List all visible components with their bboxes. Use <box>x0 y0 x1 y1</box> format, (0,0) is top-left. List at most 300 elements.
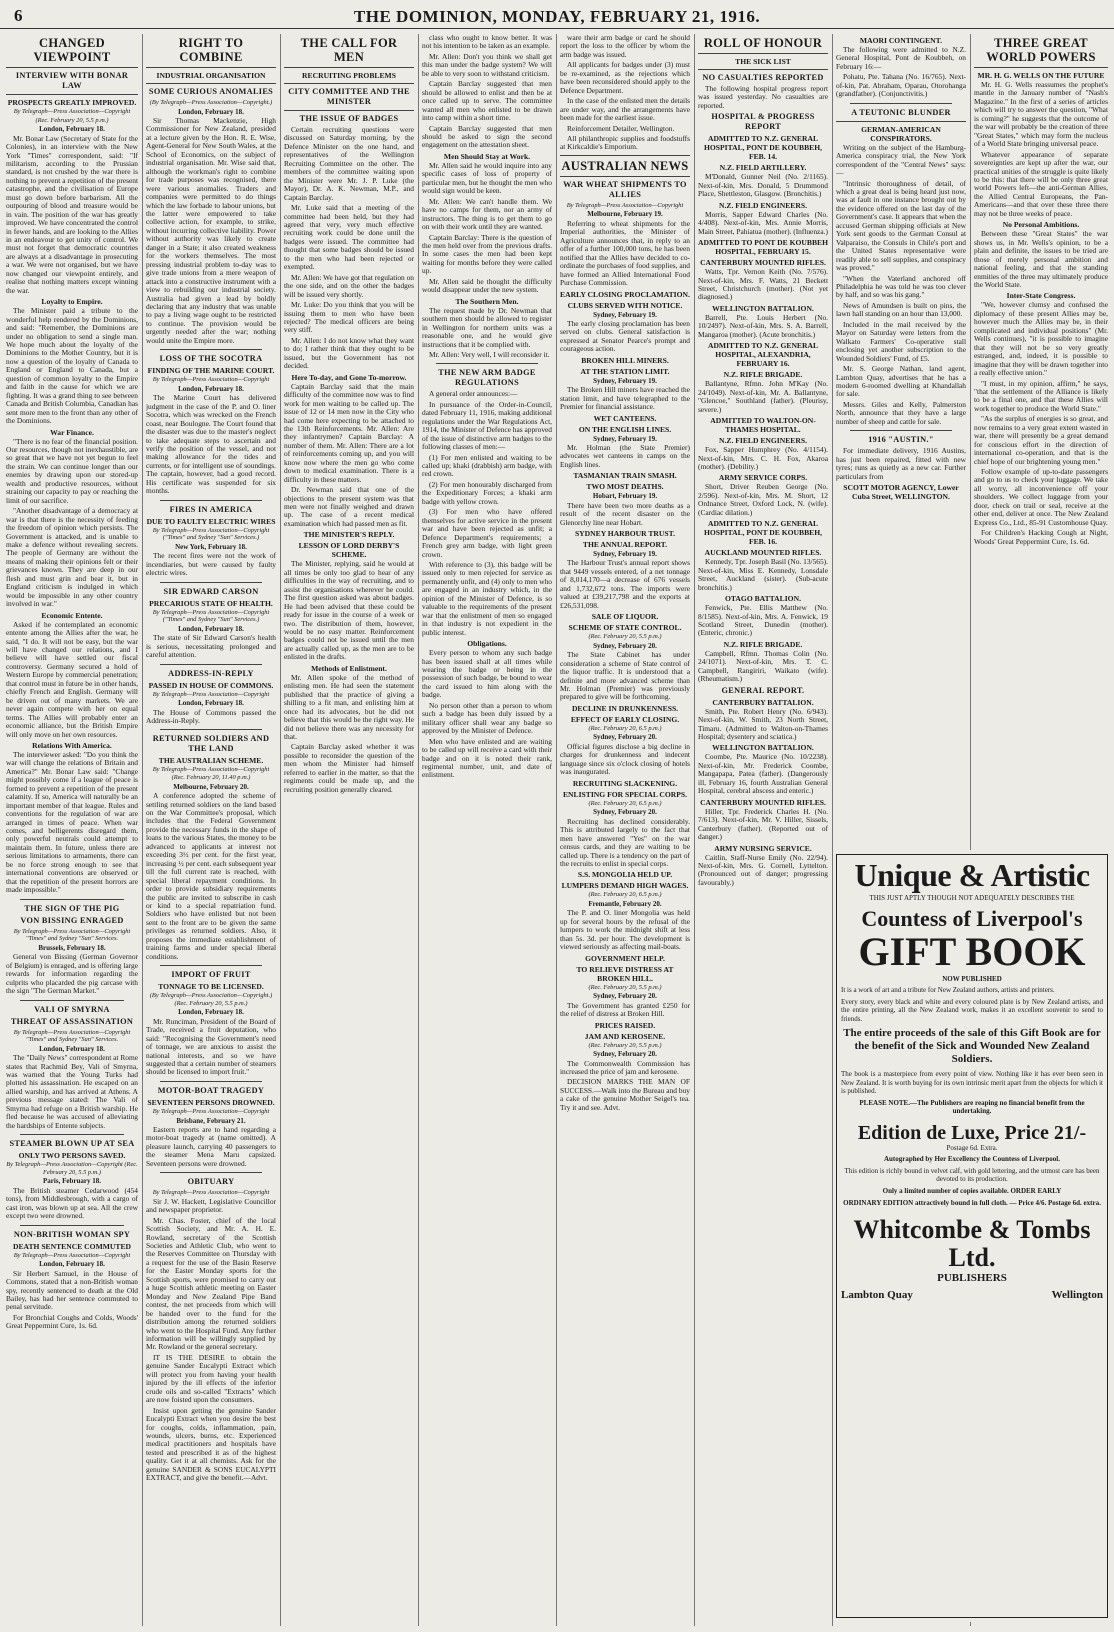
divider <box>836 121 966 122</box>
article-paragraph: Mr. Allen: Don't you think we shall get this man under the badge system? We will be able to very soon to withstand criticism. <box>422 51 552 78</box>
column-rule <box>694 34 695 1626</box>
subheadline: DEATH SENTENCE COMMUTED <box>13 1241 131 1251</box>
divider <box>160 729 262 730</box>
credit-line: By Telegraph—Press Association—Copyright <box>152 376 270 384</box>
article-paragraph: In the case of the enlisted men the details are under way, and the arrangements have been made for the earliest issue. <box>560 96 690 123</box>
article-paragraph: Captain Barclay suggested that men should be asked to sign the second engagement on the attestation sheet. <box>422 123 552 150</box>
section-head: Here To-day, and Gone To-morrow. <box>291 372 407 382</box>
column-2 <box>146 34 276 1626</box>
divider <box>850 430 952 431</box>
ad-emphasis: The entire proceeds of the sale of this Gift Book are for the benefit of the Sick and Wounded New Zealand Soldiers. <box>843 1027 1101 1065</box>
credit-line: By Telegraph—Press Association—Copyright (Rec. February 20, 5.5 p.m.) <box>6 1161 138 1176</box>
section-head: Economic Entente. <box>41 610 103 620</box>
article-paragraph: (2) For men honourably discharged from the Expeditionary Forces; a khaki arm badge with yellow crown. <box>422 479 552 506</box>
ad-text: This edition is richly bound in velvet calf, with gold lettering, and the utmost care has been devoted to its production. <box>844 1166 1100 1183</box>
casualty-entry: Coombe, Pte. Maurice (No. 10/2238). Next-of-kin, Mr. Frederick Coombe, Mangapapa, Patea (father). (Dangerously ill, February 16, fourth Australian General Hospital, cerebral abscess and enteric.) <box>698 752 828 796</box>
dateline: Sydney, February 20. <box>593 641 657 650</box>
headline: ROLL OF HONOUR <box>703 36 823 50</box>
unit-head: WELLINGTON BATTALION. <box>712 743 814 753</box>
article-paragraph: Captain Barclay asked whether it was possible to reconsider the question of the men whom the Minister had himself referred to earlier in the matter, so that the regiments could be made up, and the recruiting position generally cleared. <box>284 742 414 794</box>
unit-head: OTAGO BATTALION. <box>725 594 801 604</box>
subheadline: THE ISSUE OF BADGES <box>299 114 399 123</box>
dateline: Sydney, February 20. <box>593 1050 657 1059</box>
casualty-entry: Pohatu, Pte. Tahana (No. 16/765). Next-of-kin, Pat. Abraham, Oparau, Otorohanga (grandfather). (Conjunctivitis.) <box>836 72 966 99</box>
casualty-entry: Campbell, Rfmn. Thomas Colin (No. 24/1071). Next-of-kin, Mrs. T. C. Campbell, Rangiriri, Waikato (wife). (Rheumatism.) <box>698 648 828 684</box>
headline: THE SIGN OF THE PIG <box>24 903 120 913</box>
section-head: JAM AND KEROSENE. <box>584 1031 666 1041</box>
casualty-entry: Hiller, Tpr. Frederick Charles H. (No. 7/613). Next-of-kin, Mr. V. Hiller, Sissels, Canterbury (father). (Reported out of danger.) <box>698 806 828 842</box>
column-6 <box>698 34 828 1626</box>
section-head: CLUBS SERVED WITH NOTICE. <box>567 300 683 310</box>
advertisement-line: DECISION MARKS THE MAN OF SUCCESS.—Walk into the Bureau and buy a cake of the genuine Mother Seigel's tea. Try it and see. Advt. <box>560 1077 690 1112</box>
received-line: (Rec. February 20, 6.5 p.m.) <box>588 724 662 732</box>
ad-text: PUBLISHERS <box>937 1271 1007 1284</box>
article-paragraph: Asked if he contemplated an economic entente among the Allies after the war, he said, "I do. It will not be easy, but the war will have changed our relations, and I believe will have settled our fiscal controversy. Germany secured a hold of Western Europe by commercial penetration; that control must in future be in other hands, chiefly French and English. Germany will be driven out of many markets. We are never again compete with her on equal terms. The Allies will probably enter an economic alliance, but the British Empire will only move on her own resources. <box>6 619 138 739</box>
section-head: AT THE STATION LIMIT. <box>580 366 670 376</box>
ad-address-street: Lambton Quay <box>841 1288 913 1301</box>
article-paragraph: General von Bissing (German Governor of Belgium) is enraged, and is offering large rewards for information regarding the culprits who placarded the pig carcase with the sign "The German Market." <box>6 952 138 996</box>
received-line: (Rec. February 20, 6.5 p.m.) <box>588 891 662 899</box>
article-paragraph: Every person to whom any such badge has been issued shall at all times while wearing the badge or being in the possession of such badge, be bound to wear the card issued to him along with the badge. <box>422 648 552 700</box>
article-paragraph: Mr. Allen: I do not know what they want to do; I rather think that they ought to be issued, but the Government has not decided. <box>284 335 414 371</box>
article-paragraph: The following were admitted to N.Z. General Hospital, Pont de Koubbeh, on February 16:— <box>836 45 966 71</box>
divider <box>560 155 690 156</box>
ad-text: The book is a masterpiece from every point of view. Nothing like it has ever been seen in New Zealand. It is worth buying for its own intrinsic merit apart from the objects for which it is published. <box>841 1070 1103 1095</box>
article-paragraph: Eastern reports are to hand regarding a motor-boat tragedy at (name omitted). A pleasure launch, carrying 40 passengers to the steamer Mena Maru capsized. Seventeen persons were drowned. <box>146 1124 276 1168</box>
column-rule <box>556 34 557 1626</box>
dateline: Sydney, February 20. <box>593 992 657 1001</box>
section-head: SYDNEY HARBOUR TRUST. <box>574 529 676 539</box>
article-paragraph: Referring to wheat shipments for the Imperial authorities, the Minister of Agriculture announces that, in reply to an offer of a further 100,000 tons, he has been notified that the Allies have decided to co-ordinate the purchases of food supplies, and have formed an Allied International Food Purchase Commission. <box>560 218 690 288</box>
article-paragraph: The request made by Dr. Newman that southern men should be allowed to register in Wellington for northern units was a reasonable one, and he would give instructions that it be complied with. <box>422 305 552 349</box>
headline: AUSTRALIAN NEWS <box>561 158 689 173</box>
article-paragraph: Recruiting has declined considerably. This is attributed largely to the fact that men have answered "Yes" on the war census cards, and they are waiting to be called up. There is a tendency on the part of the recruits to enlist in special corps. <box>560 816 690 868</box>
casualty-entry: Smith, Pte. Robert Henry (No. 6/943). Next-of-kin, W. Smith, 23 North Street, Timaru. (Admitted to Walton-on-Thames Hospital; dysentery and sciatica.) <box>698 706 828 742</box>
advertisement-line: For Children's Hacking Cough at Night, Woods' Great Peppermint Cure, 1s. 6d. <box>974 528 1108 546</box>
section-head: TASMANIAN TRAIN SMASH. <box>573 471 677 481</box>
unit-head: AUCKLAND MOUNTED RIFLES. <box>704 548 822 558</box>
article-paragraph: Messrs. Giles and Kelly, Palmerston North, announce that they have a large number of sheep and cattle for sale. <box>836 399 966 426</box>
article-paragraph: The State Cabinet has under consideration a scheme of State control of the liquor traffic. It is understood that a definite and more advanced scheme than Mr. Holman (Premier) was previously prepared to give will be forthcoming. <box>560 650 690 702</box>
section-head: Obligations. <box>467 639 507 649</box>
subheadline: THE AUSTRALIAN SCHEME. <box>158 756 264 766</box>
section-head: RECRUITING SLACKENING. <box>572 778 678 788</box>
section-head: ADMITTED TO N.Z. GENERAL HOSPITAL, PONT DE KOUBBEH, FEB. 16. <box>703 519 823 547</box>
subheadline: NO CASUALTIES REPORTED <box>702 73 824 82</box>
divider <box>160 349 262 350</box>
ad-title: Countess of Liverpool's <box>861 905 1083 931</box>
article-paragraph: The Marine Court has delivered judgment in the case of the P. and O. liner Socotra, which was wrecked on the French coast, near Boulogne. The Court found that the disaster was due to the master's neglect to take adequate steps to ascertain and verify the position of the vessel, and not making allowance for the tides and currents, or for intelligent use of soundings. The captain, however, had a good record. His certificate was suspended for six months. <box>146 393 276 496</box>
casualty-entry: Short, Driver Reuben George (No. 2/596). Next-of-kin, Mrs. M. Short, 12 Ordnance Street, Oxford Lock, N. (wife). (Cardiac dilation.) <box>698 482 828 517</box>
headline: 1916 "AUSTIN." <box>868 435 934 445</box>
dateline: Brussels, February 18. <box>38 943 106 952</box>
article-paragraph: The early closing proclamation has been served on clubs. General satisfaction is expressed at Senator Pearce's prompt and courageous action. <box>560 318 690 354</box>
unit-head: N.Z. FIELD ARTILLERY. <box>719 163 807 173</box>
column-8 <box>974 34 1108 844</box>
ad-text: Only a limited number of copies available. ORDER EARLY <box>882 1186 1062 1195</box>
article-paragraph: Mr. Runciman, President of the Board of Trade, received a fruit deputation, who said: "Recognising the Government's need of tonnage, we are anxious to assist the national interests, and so we have suggested that a certain number of steamers should be licensed to import fruit." <box>146 1016 276 1077</box>
ad-text: NOW PUBLISHED <box>942 974 1002 983</box>
dateline: New York, February 18. <box>175 542 247 551</box>
section-head: No Personal Ambitions. <box>1002 220 1080 230</box>
headline: THE CALL FOR MEN <box>300 36 398 64</box>
dateline: Brisbane, February 21. <box>176 1116 246 1125</box>
article-paragraph: No person other than a person to whom such a badge has been duly issued by a military officer shall wear any badge so approved by the Minister of Defence. <box>422 700 552 736</box>
dateline: Sydney, February 20. <box>593 808 657 817</box>
advertisement-line: For Bronchial Coughs and Colds, Woods' Great Peppermint Cure, 1s. 6d. <box>6 1312 138 1331</box>
subheadline: THE SICK LIST <box>735 57 791 66</box>
received-line: (Rec. February 20, 6.5 p.m.) <box>588 799 662 807</box>
subheadline: SEVENTEEN PERSONS DROWNED. <box>147 1097 275 1107</box>
casualty-entry: Ballantyne, Rfmn. John M'Kay (No. 24/1049). Next-of-kin, Mr. A. Ballantyne, "Glencoe," Southland (father). (Pleurisy, severe.) <box>698 379 828 414</box>
section-head: Men Should Stay at Work. <box>443 151 531 161</box>
section-head: BROKEN HILL MINERS. <box>581 355 669 365</box>
unit-head: N.Z. FIELD ENGINEERS. <box>719 200 807 210</box>
article-paragraph: The Commonwealth Commission has increased the price of jam and kerosene. <box>560 1058 690 1077</box>
subheadline: DUE TO FAULTY ELECTRIC WIRES <box>146 516 276 526</box>
ad-text: Every story, every black and white and every coloured plate is by New Zealand artists, and the entire printing, all the New Zealand work, makes it an excellent souvenir to send to friends. <box>841 997 1103 1023</box>
article-paragraph: Captain Barclay said that the main difficulty of the committee now was to find work for men waiting to be called up. The issue of 12 or 14 men now in the City who had come here expecting to be attached to the 13th Reinforcements. Mr. Allen: Are they infantrymen? Captain Barclay: A number of them. Mr. Allen: There are a lot of reinforcements coming up, and you will know now where the men go who come down to medical examination. There is a difficulty in these matters. <box>284 381 414 484</box>
section-head: War Finance. <box>50 427 94 437</box>
subheadline: FINDING OF THE MARINE COURT. <box>147 366 275 376</box>
article-paragraph: Sir Herbert Samuel, in the House of Commons, stated that a non-British woman spy, recently sentenced to death at the Old Bailey, has had her sentence commuted to penal servitude. <box>6 1268 138 1312</box>
divider <box>160 582 262 583</box>
dateline: London, February 18. <box>178 624 244 633</box>
unit-head: N.Z. RIFLE BRIGADE. <box>723 370 803 380</box>
article-paragraph: The Harbour Trust's annual report shows that 9449 vessels entered, of a net tonnage of 8,014,170—a decrease of 676 vessels and 1,732,672 tons. The imports were valued at £39,217,798 and the exports at £26,531,098. <box>560 558 690 610</box>
headline: IMPORT OF FRUIT <box>171 970 251 980</box>
credit-line: By Telegraph—Press Association—Copyright <box>152 1189 270 1197</box>
column-4 <box>422 34 552 1626</box>
headline: ADDRESS-IN-REPLY <box>168 668 254 678</box>
dateline: London, February 18. <box>39 125 105 134</box>
section-head: THE MINISTER'S REPLY. <box>303 530 395 540</box>
article-paragraph: Mr. Luke said that a meeting of the committee had been held, but they had agreed that very, very much effective recruiting work could be done until the badges were issued. The committee had thought that some badges should be issued to the men who had been rejected or exempted. <box>284 203 414 272</box>
divider <box>284 110 414 111</box>
headline: THE NEW ARM BADGE REGULATIONS <box>438 368 536 388</box>
advertisement-text: Follow example of up-to-date passengers and go to us to check your luggage. We take all worry, all inconvenience off your shoulders. We collect luggage from your door, check on trail or seal, receive at the other end, deliver at once. The New Zealand Express Co., Ltd., 85-91 Customhouse Quay. <box>974 467 1108 527</box>
article-paragraph: Mr. Holman (the State Premier) advocates wet canteens in camps on the English lines. <box>560 442 690 469</box>
article-paragraph: Mr. Allen: Very well, I will reconsider it. <box>429 349 550 359</box>
section-head: LESSON OF LORD DERBY'S SCHEME. <box>298 541 400 560</box>
received-line: (Rec. February 20, 5.5 p.m.) <box>588 983 662 991</box>
section-head: Methods of Enlistment. <box>311 663 387 673</box>
article-paragraph: Mr. Luke: Do you think that you will be issuing them to men who have been rejected? The medical officers are being very stiff. <box>284 300 414 335</box>
section-head: ADMITTED TO N.Z. GENERAL HOSPITAL, ALEXANDRIA, FEBRUARY 16. <box>707 341 819 369</box>
ad-text: It is a work of art and a tribute for New Zealand authors, artists and printers. <box>841 986 1055 994</box>
section-head: DECLINE IN DRUNKENNESS. <box>571 703 679 713</box>
subheadline: PRECARIOUS STATE OF HEALTH. <box>149 598 273 608</box>
article-paragraph: The state of Sir Edward Carson's health is serious, necessitating prolonged and careful attention. <box>146 633 276 660</box>
headline: OBITUARY <box>187 1177 235 1187</box>
article-paragraph: "We, however clumsy and confused the diplomacy of these present Allies may be, however much the Allies may be, in their complicated and individual positions" (Mr. Wells continues), "it is possible to imagine that they will not be so very greatly estranged, and, indeed, it is possible to imagine that they will be drawn together into a really effective union." <box>974 300 1108 378</box>
dateline: Paris, February 18. <box>43 1177 101 1186</box>
masthead-title: THE DOMINION, MONDAY, FEBRUARY 21, 1916. <box>353 7 761 26</box>
credit-line: By Telegraph—Press Association—Copyright ("Times" and Sydney "Sun" Services.) <box>152 608 270 624</box>
section-head: Loyalty to Empire. <box>41 297 103 307</box>
article-paragraph: Writing on the subject of the Hamburg-America conspiracy trial, the New York correspondent of the "Central News" says:— <box>836 142 966 178</box>
column-7 <box>836 34 966 844</box>
article-paragraph: Mr. Allen said he thought the difficulty would disappear under the new system. <box>422 276 552 295</box>
article-paragraph: The House of Commons passed the Address-in-Reply. <box>146 707 276 726</box>
section-head: S.S. MONGOLIA HELD UP. <box>577 870 673 880</box>
divider <box>146 83 276 84</box>
article-paragraph: With reference to (3), this badge will be issued only to men rejected for service as permanently unfit, and (4) only to men who are engaged in an industry which, in the opinion of the Minister of Defence, is so valuable to the requirements of the present war that the enlistment of men so engaged in that industry is not expedient in the public interest. <box>422 560 552 637</box>
credit-line: By Telegraph—Press Association—Copyright <box>152 1107 270 1115</box>
divider <box>160 1172 262 1173</box>
dateline: London, February 18. <box>178 384 244 393</box>
section-head: Inter-State Congress. <box>1006 291 1076 301</box>
divider <box>6 94 138 95</box>
headline: LOSS OF THE SOCOTRA <box>159 354 263 364</box>
ad-headline: Unique & Artistic <box>854 857 1090 893</box>
article-paragraph: Mr. S. George Nathan, land agent, Lambton Quay, advertises that he has a modern 6-roomed dwelling at Khandallah for sale. <box>836 364 966 399</box>
article-paragraph: All applicants for badges under (3) must be re-examined, as the rejections which have been reconsidered should apply to the Defence Department. <box>560 60 690 95</box>
divider <box>160 664 262 665</box>
column-rule <box>280 34 281 1626</box>
article-paragraph: In pursuance of the Order-in-Council, dated February 11, 1916, making additional regulations under the War Regulations Act, 1914, the Minister of Defence has approved of the issue of distinctive arm badges to the following classes of men:— <box>422 399 552 452</box>
divider <box>698 53 828 54</box>
headline: RIGHT TO COMBINE <box>178 36 244 64</box>
casualty-entry: Morris, Sapper Edward Charles (No. 4/408). Next-of-kin, Mrs. Annie Morris, Main Street, Pahiatua (mother). (Influenza.) <box>698 209 828 236</box>
article-paragraph: Men who have enlisted and are waiting to be called up will receive a card with their badge and on it is noted their rank, regimental number, unit, and date of enlistment. <box>422 736 552 780</box>
credit-line: (By Telegraph—Press Association—Copyright.) (Rec. February 20, 5.5 p.m.) <box>149 992 273 1007</box>
article-paragraph: The Minister, replying, said he would at all times be only too glad to hear of any difficulties in the way of recruiting, and to assist the organisations wherever he could. The first question asked was about badges. He had been advised that these could be ready for issue in the course of a week or two. The distribution of them, however, would be no easy matter. Reinforcement badges could not be issued until the men are actually called up, as the men are to be enlisted in the drafts. <box>284 559 414 662</box>
divider <box>560 176 690 177</box>
received-line: (Rec. February 20, 5.5 p.m.) <box>35 116 109 124</box>
divider <box>436 363 538 364</box>
article-paragraph: "There is no fear of the financial position. Our resources, though not inexhaustible, are so great that we have not yet begun to feel the strain. We can continue longer than our enemies by drawing upon our stored-up wealth and productive resources, without straining our capacity to pay or reaching the limit of our sacrifice. <box>6 436 138 505</box>
column-1 <box>6 34 138 1626</box>
credit-line: By Telegraph—Press Association—Copyright <box>566 201 684 209</box>
dateline: Melbourne, February 20. <box>173 782 249 791</box>
section-head: EFFECT OF EARLY CLOSING. <box>570 714 680 724</box>
article-paragraph: The following hospital progress report was issued yesterday. No casualties are reported. <box>698 84 828 110</box>
credit-line: By Telegraph—Press Association—Copyright <box>13 1251 131 1259</box>
article-paragraph: The Broken Hill miners have reached the station limit, and have telegraphed to the Premier for financial assistance. <box>560 385 690 412</box>
column-3 <box>284 34 414 1626</box>
divider <box>20 1225 124 1226</box>
credit-line: (By Telegraph—Press Association—Copyright.) <box>149 99 273 106</box>
headline: STEAMER BLOWN UP AT SEA <box>9 1139 135 1149</box>
divider <box>20 1000 124 1001</box>
article-paragraph: Captain Barclay: There is the question of the men held over from the previous drafts. In some cases the men had been kept waiting for months before they were called up. <box>422 232 552 276</box>
casualty-entry: Watts, Tpr. Vernon Keith (No. 7/576). Next-of-kin, Mrs. F. Watts, 21 Beckett Street, Christchurch (mother). (Not yet diagnosed.) <box>698 267 828 302</box>
casualty-entry: Fenwick, Pte. Ellis Matthew (No. 8/1585). Next-of-kin, Mrs. A. Fenwick, 19 Scotland Street, Dunedin (mother). (Enteric, chronic.) <box>698 603 828 638</box>
casualty-entry: M'Donald, Gunner Neil (No. 2/1165). Next-of-kin, Mrs. Donald, 5 Drummond Place, Shettleston, Glasgow. (Bronchitis.) <box>698 172 828 199</box>
column-rule <box>142 34 143 1626</box>
divider <box>20 1134 124 1135</box>
dateline: Melbourne, February 19. <box>587 210 663 219</box>
subheadline: ONLY TWO PERSONS SAVED. <box>18 1151 126 1161</box>
credit-line: By Telegraph—Press Association—Copyright "Times" and Sydney "Sun" Services. <box>13 1028 131 1044</box>
article-paragraph: "Intrinsic thoroughness of detail, of which a great deal is being heard just now, was at fault in one instance brought out by the evidence offered on the last day of the Government's case. It appears that when the accused German shipping officials at New York sent goods to the German Consul at Valparaiso, the Consuls in Chile's port and the United States representative were readily able to sell supplies, and conspiracy was proved." <box>836 178 966 273</box>
section-head: SCHEME OF STATE CONTROL. <box>568 623 682 633</box>
subheadline: INTERVIEW WITH BONAR LAW <box>15 71 129 90</box>
subheadline: RECRUITING PROBLEMS <box>302 71 396 80</box>
section-head: GENERAL REPORT. <box>721 685 805 695</box>
section-head: ADMITTED TO PONT DE KOUBBEH HOSPITAL, FEBRUARY 15. <box>698 238 828 257</box>
article-paragraph: "As the surplus of energies is so great, and now remains to a very great extent wasted in war, there will presently be a great demand for conscious effort in the direction of international co-operation, and that is the chief hope of our brightening young men." <box>974 414 1108 466</box>
gift-book-advertisement <box>834 850 1110 1622</box>
article-paragraph: Between these "Great States" the war shows us, in Mr. Wells's opinion, to be a plain and definite, the issues to be tried are those of merely personal ambition and national feeling, and that the standing enmities of the three may ultimately produce the World State. <box>974 229 1108 289</box>
page-number: 6 <box>14 6 23 25</box>
article-paragraph: Mr. H. G. Wells reassumes the prophet's mantle in the January number of "Nash's Magazine." In the first of a series of articles which will try to answer the question, "What is coming?" he suggests that the outcome of the war will probably be the creation of three "Great States," which may form the nucleus of a World State bringing universal peace. <box>974 80 1108 149</box>
article-paragraph: "I must, in my opinion, affirm," he says, "that the settlement of the Alliance is likely to be a final one, and that these Allies will work together to produce the World State." <box>974 378 1108 413</box>
ad-publisher: Whitcombe & Tombs Ltd. <box>853 1214 1091 1272</box>
column-rule <box>832 34 833 1626</box>
article-paragraph: Whatever appearance of separate sovereignties are kept up after the war, our practical unities of the struggle is quite likely to be this: that there will be only three great world Powers left—the anti-German Allies, the Allied Central Europeans, the Pan-Americans—and that over these three there may not be three weeks of peace. <box>974 149 1108 218</box>
article-paragraph: (3) For men who have offered themselves for active service in the present war and have been rejected as unfit; a Defence Department's requirements; a French grey arm badge, with light green crown. <box>422 507 552 559</box>
unit-head: CANTERBURY BATTALION. <box>712 697 814 707</box>
section-head: HOSPITAL & PROGRESS REPORT <box>711 112 815 132</box>
subheadline: WAR WHEAT SHIPMENTS TO ALLIES <box>563 179 687 199</box>
section-head: Relations With America. <box>32 740 112 750</box>
dateline: Sydney, February 19. <box>593 310 657 319</box>
headline: THREE GREAT WORLD POWERS <box>986 36 1096 64</box>
received-line: (Rec. February 20, 5.5 p.m.) <box>588 1041 662 1049</box>
headline: MOTOR-BOAT TRAGEDY <box>157 1085 265 1095</box>
credit-line: By Telegraph—Press Association—Copyright <box>152 690 270 698</box>
article-paragraph: Dr. Newman said that one of the objections to the present system was that men were not finally weighed and drawn up. The case of a recent medical examination which had passed men as fit. <box>284 485 414 528</box>
casualty-entry: Fox, Sapper Humphrey (No. 4/1154). Next-of-kin, Mrs. C. H. Fox, Akaroa (mother). (Debility.) <box>698 445 828 471</box>
divider <box>284 67 414 68</box>
credit-line: By Telegraph—Press Association—Copyright ("Times" and Sydney "Sun" Services.) <box>152 526 270 542</box>
section-head: LUMPERS DEMAND HIGH WAGES. <box>561 881 689 891</box>
article-paragraph: IT IS THE DESIRE to obtain the genuine Sander Eucalypti Extract which will protect you from having your health injured by the ill effects of the inferior crude oils and so-called "Extracts" which are now foisted upon the consumers. <box>146 1352 276 1405</box>
ad-text: Postage 6d. Extra. <box>946 1143 998 1152</box>
subheadline: THREAT OF ASSASSINATION <box>10 1016 134 1026</box>
divider <box>146 67 276 68</box>
credit-line: By Telegraph—Press Association—Copyright (Rec. February 20, 11.40 p.m.) <box>152 766 270 782</box>
divider <box>160 1081 262 1082</box>
section-head: TWO MOST DEATHS. <box>586 482 664 492</box>
article-paragraph: Mr. Allen: We have got that regulation on the one side, and on the other the badges will be issued very shortly. <box>284 272 414 299</box>
subheadline: PASSED IN HOUSE OF COMMONS. <box>148 680 274 690</box>
divider <box>698 69 828 70</box>
unit-head: N.Z. FIELD ENGINEERS. <box>719 436 807 446</box>
headline: VALI OF SMYRNA <box>34 1004 110 1014</box>
section-head: WET CANTEENS. <box>593 413 657 423</box>
subheadline: PROSPECTS GREATLY IMPROVED. <box>7 98 137 107</box>
section-head: PRICES RAISED. <box>594 1020 656 1030</box>
unit-head: N.Z. RIFLE BRIGADE. <box>723 639 803 649</box>
headline: CHANGED VIEWPOINT <box>33 36 111 64</box>
unit-head: WELLINGTON BATTALION. <box>712 303 814 313</box>
casualty-entry: Barrell, Pte. Louis Herbert (No. 10/2497). Next-of-kin, Mrs. S. A. Barrell, Mangaroa (mother). (Acute bronchitis.) <box>698 312 828 339</box>
subheadline: VON BISSING ENRAGED <box>20 915 124 925</box>
dateline: London, February 18. <box>39 1044 105 1053</box>
article-paragraph: Mr. Chas. Foster, chief of the local Scottish Society, and Mr. A. H. E. Rowland, secretary of the Scottish Societies and Athletic Club, who went to the Reserves Committee on Thursday with a request for the use of the Basin Reserve for the Easter Monday sports for the Scottish sports, were promised to carry out a huge Scottish athletic meeting on Easter Monday and New Zealand Pipe Band contest, the net proceeds from which will be handed over to the fund for the distribution among the returned soldiers who went to the Hospital Fund. Any further information will be willingly supplied by Mr. Rowland or the general secretary. <box>146 1215 276 1352</box>
divider <box>284 83 414 84</box>
subheadline: MR. H. G. WELLS ON THE FUTURE <box>977 71 1105 80</box>
section-head: TO RELIEVE DISTRESS AT BROKEN HILL. <box>576 964 674 983</box>
article-paragraph: Mr. Bonar Law (Secretary of State for the Colonies), in an interview with the New York "Times" correspondent, said: "If militarism, according to the Prussian standard, is not crushed by the war there is nothing to prevent a repetition of the present catastrophe, and the civilisation of Europe must go down before barbarism. All the outpouring of blood and treasure would be in vain. The position of the war has greatly improved. We have concentrated the control in fewer hands, and are looking to the Allies in an endeavour to get unity of control. We must not forget that democratic countries are always at a disadvantage in prosecuting a war. We were not organised, but we have now changed our viewpoint entirely, and realise that nothing matters except winning the war. <box>6 133 138 295</box>
article-paragraph: There have been two more deaths as a result of the recent disaster on the Glenorchy line near Hobart. <box>560 500 690 527</box>
headline: SIR EDWARD CARSON <box>163 586 259 596</box>
article-paragraph: Mr. Allen said he would inquire into any specific cases of loss of property of particular men, but he thought the men who would sign would be keen. <box>422 160 552 196</box>
dateline: Sydney, February 19. <box>593 550 657 559</box>
ad-text: Autographed by Her Excellency the Countess of Liverpool. <box>883 1155 1061 1163</box>
ad-text: ORDINARY EDITION attractively bound in full cloth. — Price 4/6. Postage 6d. extra. <box>843 1199 1101 1207</box>
headline: RETURNED SOLDIERS AND THE LAND <box>152 734 270 754</box>
article-paragraph: Certain recruiting questions were discussed on Saturday morning, by the Defence Minister on the one hand, and representatives of the Wellington Recruiting Committee on the other. The members of the committee waiting upon the Minister were Mr. J. P. Luke (the Mayor), Dr. A. K. Newman, M.P., and Captain Barclay. <box>284 125 414 202</box>
article-paragraph: Official figures disclose a big decline in charges for drunkenness and indecent language since six o'clock closing of hotels was inaugurated. <box>560 741 690 777</box>
column-5 <box>560 34 690 1626</box>
article-paragraph: "Another disadvantage of a democracy at war is that there is the necessity of feeding the freedom of opinion which persists. The Government is attacked, and is unable to make a defence without revealing secrets. The people of Germany are without the means of making their opinions felt or their grievances known. They are deep in our flesh and must grin and bear it, but in England criticism is indulged in which would be impossible in any other country involved in war." <box>6 506 138 609</box>
article-paragraph: The "Daily News" correspondent at Rome states that Rachmid Bey, Vali of Smyrna, was warned that the Young Turks had plotted his assassination. He escaped on an allied warship, and has arrived at Athens. A previous message stated: The Vali of Smyrna had refuge on a British warship. He fled because he was accused of alleviating the hardships of Entente subjects. <box>6 1053 138 1130</box>
article-paragraph: Included in the mail received by the Mayor on Saturday were letters from the Walkato Farmers' Co-operative stall enclosing yet another subscription to the Wounded Soldiers' Fund, of £5. <box>836 319 966 363</box>
ad-title-big: GIFT BOOK <box>858 928 1086 974</box>
dateline: London, February 18. <box>178 107 244 116</box>
article-paragraph: ware their arm badge or card he should report the loss to the officer by whom the arm badge was issued. <box>560 34 690 59</box>
credit-line: By Telegraph—Press Association—Copyright <box>13 108 131 115</box>
article-paragraph: The British steamer Cedarwood (454 tons), from Middlesbrough, with a cargo of cast iron, was blown up at sea. All the crew except two were drowned. <box>6 1185 138 1221</box>
ad-price: Edition de Luxe, Price 21/- <box>857 1121 1087 1144</box>
ad-address <box>841 1289 1103 1302</box>
article-paragraph: (1) For men enlisted and waiting to be called up; khaki (drabbish) arm badge, with red crown. <box>422 452 552 479</box>
dateline: Hobart, February 19. <box>592 492 658 501</box>
article-paragraph: Mr. Allen spoke of the method of enlisting men. He had seen the statement published that the practice of giving a shilling to a fit man, and enlisting him at once had its advocates, but he did not believe that this would be the right way. He did not believe there was any necessity for that. <box>284 672 414 741</box>
dateline: London, February 18. <box>39 1260 105 1269</box>
article-paragraph: The Government has granted £250 for the relief of distress at Broken Hill. <box>560 1000 690 1019</box>
article-paragraph: "When the Vaterland anchored off Philadelphia he was told he was too clever by half, and so was his gang." <box>836 273 966 300</box>
section-head: ADMITTED TO WALTON-ON-THAMES HOSPITAL. <box>710 416 816 435</box>
article-paragraph: Mr. Allen: We can't handle them. We have no camps for them, nor an army of instructors. The thing is to get them to go on with their work until they are wanted. <box>422 196 552 232</box>
casualty-entry: Kennedy, Tpr. Joseph Basil (No. 13/565). Next-of-kin, Miss E. Kennedy, Lonsdale Street, Auckland (sister). (Sub-acute bronchitis.) <box>698 557 828 592</box>
divider <box>6 67 138 68</box>
unit-head: CANTERBURY MOUNTED RIFLES. <box>700 797 826 807</box>
subheadline: INDUSTRIAL ORGANISATION <box>156 71 266 80</box>
advertiser-name: SCOTT MOTOR AGENCY, Lower Cuba Street, WELLINGTON. <box>843 483 959 502</box>
article-paragraph: Captain Barclay suggested that men should be allowed to enlist and then be at once called up to serve. The committee wanted all men who enlisted to be drawn into camp within a short time. <box>422 79 552 123</box>
article-paragraph: The Minister paid a tribute to the wonderful help rendered by the Dominions, and said: "Remember, the Dominions are under no obligation to send a single man. We hope much about the loyalty of the Dominions to the Mother Country, but it is now a question of the loyalty of Canada to England or England to Canada, but a question of common loyalty to the Empire and faith in the cause for which we are fighting. It was a grand thing to see between Canada and British Columbia, Canadian has sent more men to the front than any other of the Dominions. <box>6 306 138 426</box>
headline: NON-BRITISH WOMAN SPY <box>13 1229 131 1239</box>
section-head: ADMITTED TO N.Z. GENERAL HOSPITAL, PONT DE KOUBBEH, FEB. 14. <box>703 134 823 162</box>
received-line: (Rec. February 20, 5.5 p.m.) <box>588 633 662 641</box>
divider <box>850 103 952 104</box>
headline: FIRES IN AMERICA <box>169 504 253 514</box>
article-paragraph: Reinforcement Detailer, Wellington. <box>567 123 675 133</box>
unit-head: ARMY NURSING SERVICE. <box>714 843 812 853</box>
ad-address-city: Wellington <box>1051 1288 1103 1301</box>
divider <box>974 67 1108 68</box>
article-paragraph: A general order announces:— <box>429 389 518 399</box>
subheadline: SOME CURIOUS ANOMALIES <box>148 87 274 96</box>
section-head: THE ANNUAL REPORT. <box>582 540 668 550</box>
article-paragraph: The interviewer asked: "Do you think the war will change the relations of Britain and America?" Mr. Bonar Law said: "Change might possibly come if a league of peace is formed to prevent a repetition of the present calamity. If so, America will naturally be an important member of that league. Rules and conventions for the regulation of war are arranged in times of peace. When war comes, and belligerents disregard them, only powerful neutrals could attempt to maintain them. In future, unless there are serious limitations to armaments, there can be no force strong enough to see that international conventions are observed or that the repetition of the present horrors are made impossible." <box>6 749 138 895</box>
section-head: GOVERNMENT HELP. <box>585 953 665 963</box>
unit-head: ARMY SERVICE CORPS. <box>718 473 808 483</box>
section-head: MAORI CONTINGENT. <box>859 36 943 45</box>
article-paragraph: class who ought to know better. It was not his intention to be taken as an example. <box>422 34 552 51</box>
article-paragraph: Insist upon getting the genuine Sander Eucalypti Extract when you desire the best for coughs, colds, inflammation, pain, wounds, ulcers, burns, etc. Experienced medical practitioners and hospitals have tested and prescribed it as of the highest quality. Get it at all chemists. Ask for the genuine SANDER & SONS EUCALYPTI EXTRACT, and give the benefit.—Advt. <box>146 1405 276 1483</box>
ad-text: THIS JUST APTLY THOUGH NOT ADEQUATELY DESCRIBES THE <box>869 894 1075 902</box>
article-paragraph: Sir J. W. Hackett, Legislative Councillor and newspaper proprietor. <box>146 1196 276 1215</box>
casualty-entry: Caitlin, Staff-Nurse Emily (No. 22/94). Next-of-kin, Mrs. G. Cornell, Lyttelton. (Pronounced out of danger; progressing favourably.) <box>698 852 828 887</box>
divider <box>160 500 262 501</box>
section-head: EARLY CLOSING PROCLAMATION. <box>560 289 690 299</box>
article-paragraph: A conference adopted the scheme of settling returned soldiers on the land based on the War Committee's proposal, which includes that the Federal Government provide the necessary funds in the shape of loans to the various States, the money to be advanced to applicants at interest not exceeding 3½ per cent. for the first year, increasing ½ per cent. each subsequent year till the full current rate is reached, with special liberal repayment conditions. In order to provide subsidiary requirements the public are invited to subscribe in cash or kind to a special repatriation fund. Soldiers who have enlisted but not been sent to the front are to be given the same privileges as returned soldiers. Also, it proposes the immediate establishment of training farms and under special liberal conditions. <box>146 791 276 961</box>
dateline: London, February 18. <box>178 699 244 708</box>
divider <box>20 899 124 900</box>
credit-line: By Telegraph—Press Association—Copyright "Times" and Sydney "Sun" Services. <box>13 927 131 943</box>
ad-box <box>836 854 1108 1618</box>
section-head: ON THE ENGLISH LINES. <box>578 424 672 434</box>
section-head: ENLISTING FOR SPECIAL CORPS. <box>562 789 688 799</box>
dateline: Fremantle, February 20. <box>588 900 662 908</box>
article-paragraph: The P. and O. liner Mongolia was held up for several hours by the refusal of the lumpers to work the midnight shift at less than 5s. 3d. per hour. The development is viewed seriously as affecting mail-boats. <box>560 908 690 952</box>
